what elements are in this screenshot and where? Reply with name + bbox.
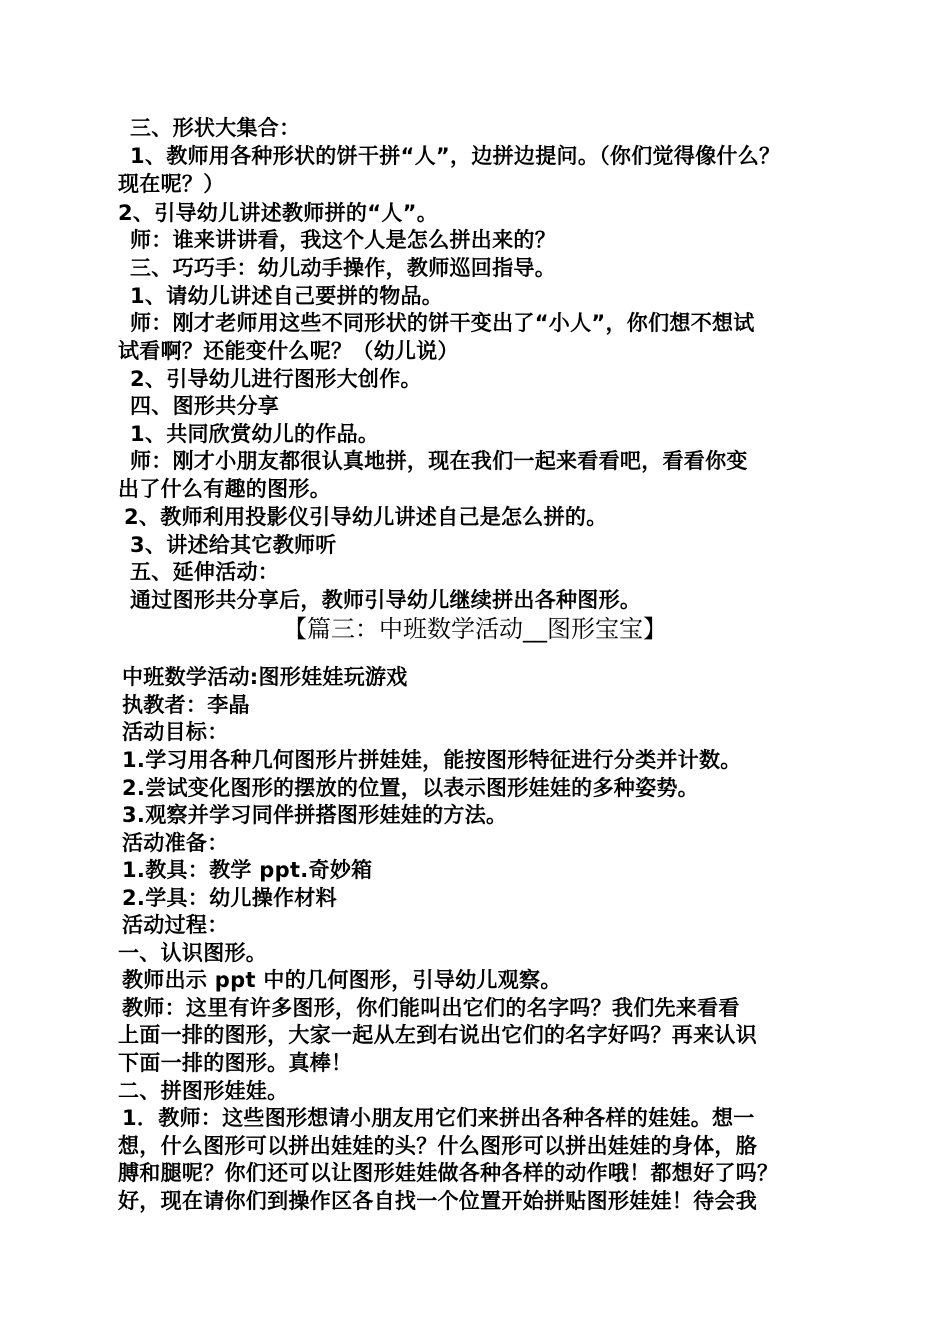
text-line: 2、教师利用投影仪引导幼儿讲述自己是怎么拼的。 (124, 505, 608, 529)
section-heading: 【篇三：中班数学活动__图形宝宝】 (283, 615, 667, 643)
text-line: 活动过程： (122, 913, 229, 937)
text-line: 活动目标： (122, 720, 229, 744)
text-line: 1、共同欣赏幼儿的作品。 (130, 422, 380, 446)
text-line: 想，什么图形可以拼出娃娃的头？什么图形可以拼出娃娃的身体，胳 (118, 1134, 757, 1158)
text-line: 2、引导幼儿讲述教师拼的“人”。 (118, 201, 439, 225)
text-line: 活动准备： (122, 831, 229, 855)
text-line: 教师：这里有许多图形，你们能叫出它们的名字吗？我们先来看看 (122, 996, 740, 1020)
text-line: 师：刚才老师用这些不同形状的饼干变出了“小人”，你们想不想试 (130, 311, 755, 335)
text-line: 1.学习用各种几何图形片拼娃娃，能按图形特征进行分类并计数。 (122, 748, 742, 772)
text-line: 现在呢？） (118, 172, 225, 196)
text-line: 三、形状大集合： (130, 116, 301, 140)
text-line: 膊和腿呢？你们还可以让图形娃娃做各种各样的动作哦！都想好了吗？ (118, 1161, 779, 1185)
text-line: 师：谁来讲讲看，我这个人是怎么拼出来的？ (130, 228, 556, 252)
text-line: 三、巧巧手：幼儿动手操作，教师巡回指导。 (130, 256, 556, 280)
text-line: 1、教师用各种形状的饼干拼“人”，边拼边提问。（你们觉得像什么？ (130, 144, 781, 168)
text-line: 2、引导幼儿进行图形大创作。 (130, 367, 422, 391)
text-line: 试看啊？还能变什么呢？（幼儿说） (118, 339, 459, 363)
text-line: 教师出示 ppt 中的几何图形，引导幼儿观察。 (122, 968, 562, 992)
text-line: 1．教师：这些图形想请小朋友用它们来拼出各种各样的娃娃。想一 (122, 1106, 755, 1130)
text-line: 下面一排的图形。真棒！ (118, 1051, 353, 1075)
text-line: 3、讲述给其它教师听 (130, 533, 337, 557)
text-line: 2.尝试变化图形的摆放的位置，以表示图形娃娃的多种姿势。 (122, 776, 699, 800)
text-line: 执教者：李晶 (122, 693, 250, 717)
text-line: 1、请幼儿讲述自己要拼的物品。 (130, 284, 444, 308)
text-line: 中班数学活动:图形娃娃玩游戏 (122, 665, 408, 689)
text-line: 通过图形共分享后，教师引导幼儿继续拼出各种图形。 (130, 588, 642, 612)
text-line: 1.教具：教学 ppt.奇妙箱 (122, 858, 373, 882)
text-line: 出了什么有趣的图形。 (118, 477, 331, 501)
text-line: 师：刚才小朋友都很认真地拼，现在我们一起来看看吧，看看你变 (130, 449, 748, 473)
text-line: 一、认识图形。 (118, 941, 268, 965)
text-line: 二、拼图形娃娃。 (118, 1079, 289, 1103)
text-line: 五、延伸活动： (130, 560, 280, 584)
text-line: 四、图形共分享 (130, 394, 280, 418)
text-line: 好，现在请你们到操作区各自找一个位置开始拼贴图形娃娃！待会我 (118, 1189, 757, 1213)
text-line: 3.观察并学习同伴拼搭图形娃娃的方法。 (122, 803, 508, 827)
text-line: 上面一排的图形，大家一起从左到右说出它们的名字好吗？再来认识 (118, 1023, 757, 1047)
text-line: 2.学具：幼儿操作材料 (122, 886, 337, 910)
